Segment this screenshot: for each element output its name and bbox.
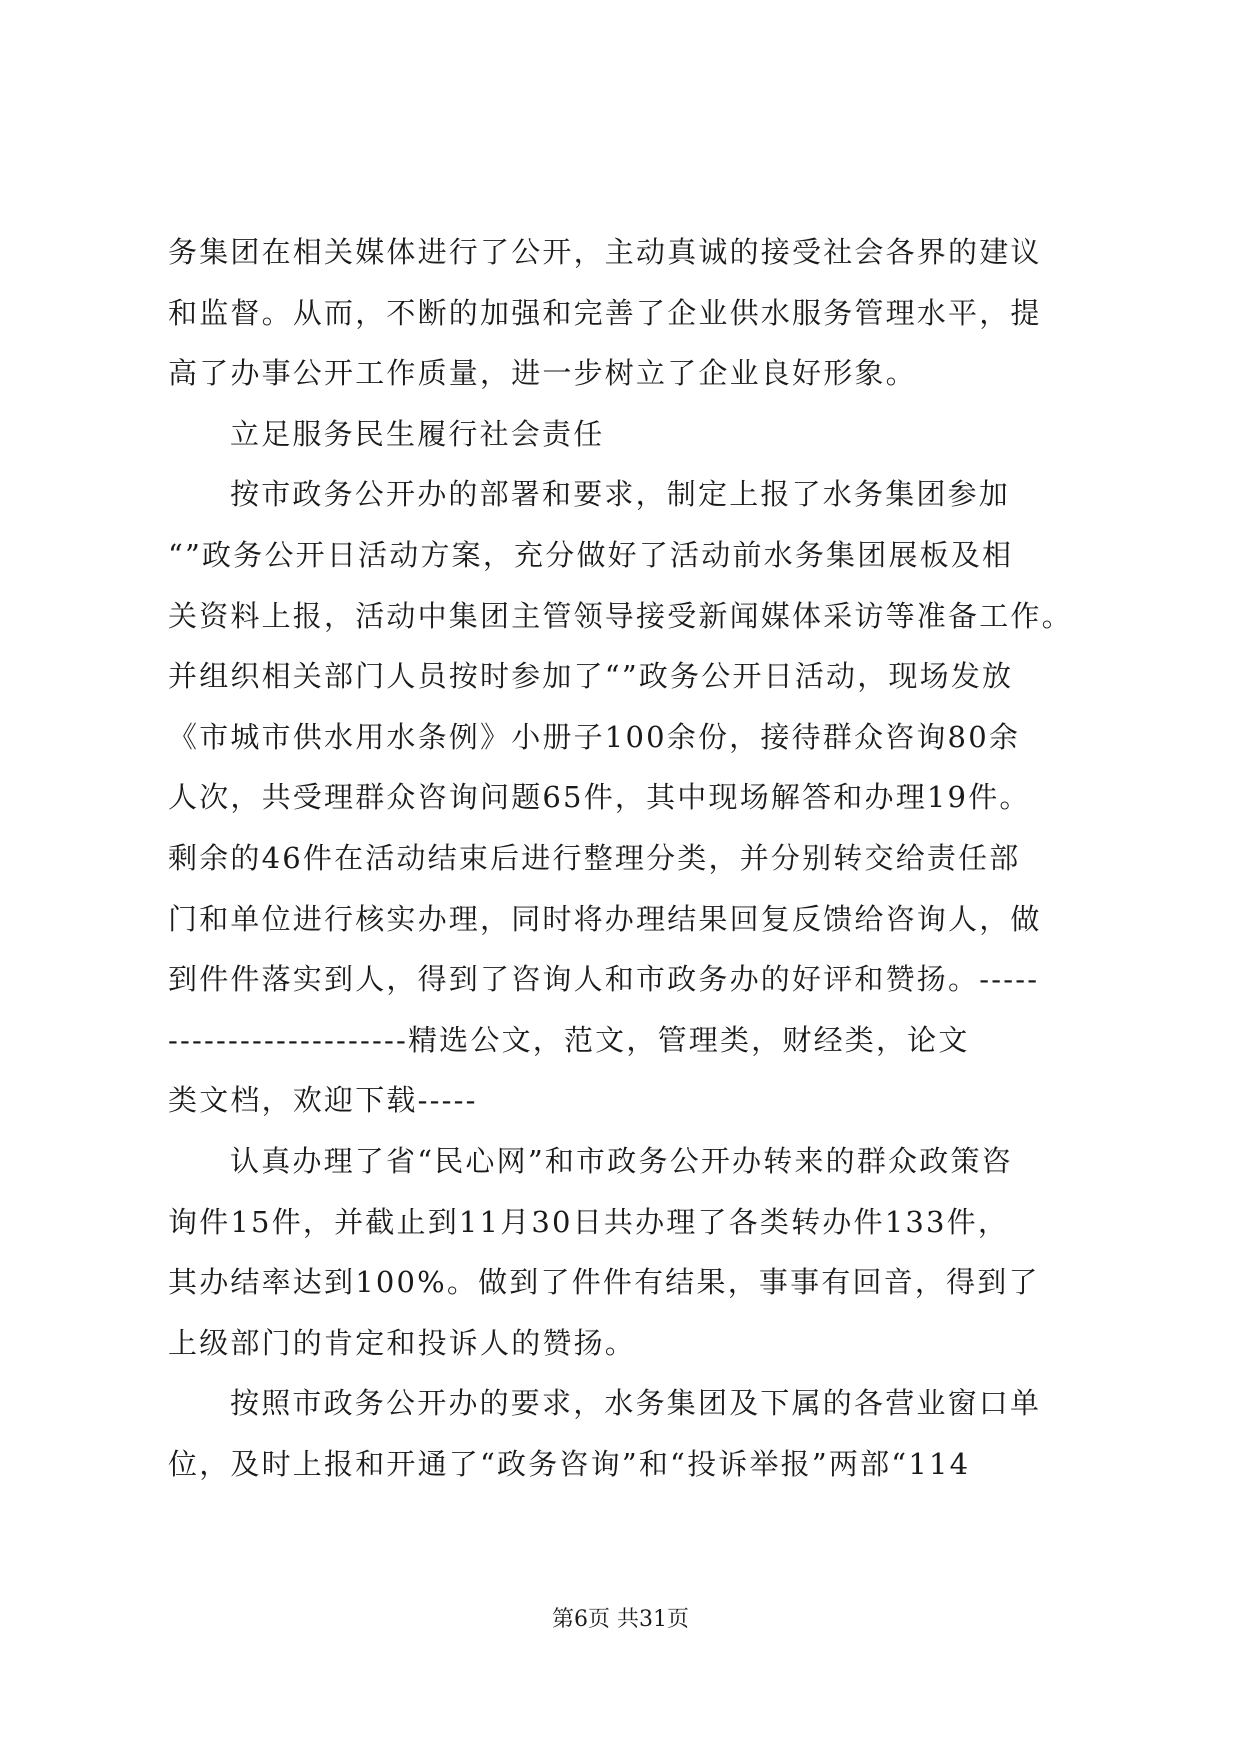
text-line: --------------------精选公文，范文，管理类，财经类，论文 <box>168 1022 970 1057</box>
body-text <box>168 222 1078 1494</box>
text-line: 和监督。从而，不断的加强和完善了企业供水服务管理水平，提 <box>168 295 1042 330</box>
text-line: 按照市政务公开办的要求，水务集团及下属的各营业窗口单 <box>230 1386 1042 1421</box>
text-line: 认真办理了省“民心网”和市政务公开办转来的群众政策咨 <box>230 1143 1013 1178</box>
text-line: 并组织相关部门人员按时参加了“”政务公开日活动，现场发放 <box>168 659 1014 694</box>
text-line: 务集团在相关媒体进行了公开，主动真诚的接受社会各界的建议 <box>168 235 1042 269</box>
text-line: 按市政务公开办的部署和要求，制定上报了水务集团参加 <box>230 477 1011 512</box>
text-line: 立足服务民生履行社会责任 <box>230 416 605 451</box>
text-line: 人次，共受理群众咨询问题65件，其中现场解答和办理19件。 <box>168 780 1031 815</box>
page-footer: 第6页 共31页 <box>552 1607 689 1632</box>
text-line: 关资料上报，活动中集团主管领导接受新闻媒体采访等准备工作。 <box>168 598 1073 633</box>
text-line: 位，及时上报和开通了“政务咨询”和“投诉举报”两部“114 <box>168 1446 971 1481</box>
text-line: 上级部门的肯定和投诉人的赞扬。 <box>168 1325 637 1360</box>
text-line: 《市城市供水用水条例》小册子100余份，接待群众咨询80余 <box>168 719 1021 754</box>
text-line: 询件15件，并截止到11月30日共办理了各类转办件133件， <box>168 1204 1010 1239</box>
text-line: “”政务公开日活动方案，充分做好了活动前水务集团展板及相 <box>168 537 1014 572</box>
text-line: 门和单位进行核实办理，同时将办理结果回复反馈给咨询人，做 <box>168 901 1042 936</box>
text-line: 类文档，欢迎下载----- <box>168 1083 478 1118</box>
text-line: 到件件落实到人，得到了咨询人和市政务办的好评和赞扬。----- <box>168 962 1040 997</box>
text-line: 其办结率达到100%。做到了件件有结果，事事有回音，得到了 <box>168 1265 1040 1300</box>
text-line: 剩余的46件在活动结束后进行整理分类，并分别转交给责任部 <box>168 840 1021 875</box>
text-line: 高了办事公开工作质量，进一步树立了企业良好形象。 <box>168 356 917 391</box>
